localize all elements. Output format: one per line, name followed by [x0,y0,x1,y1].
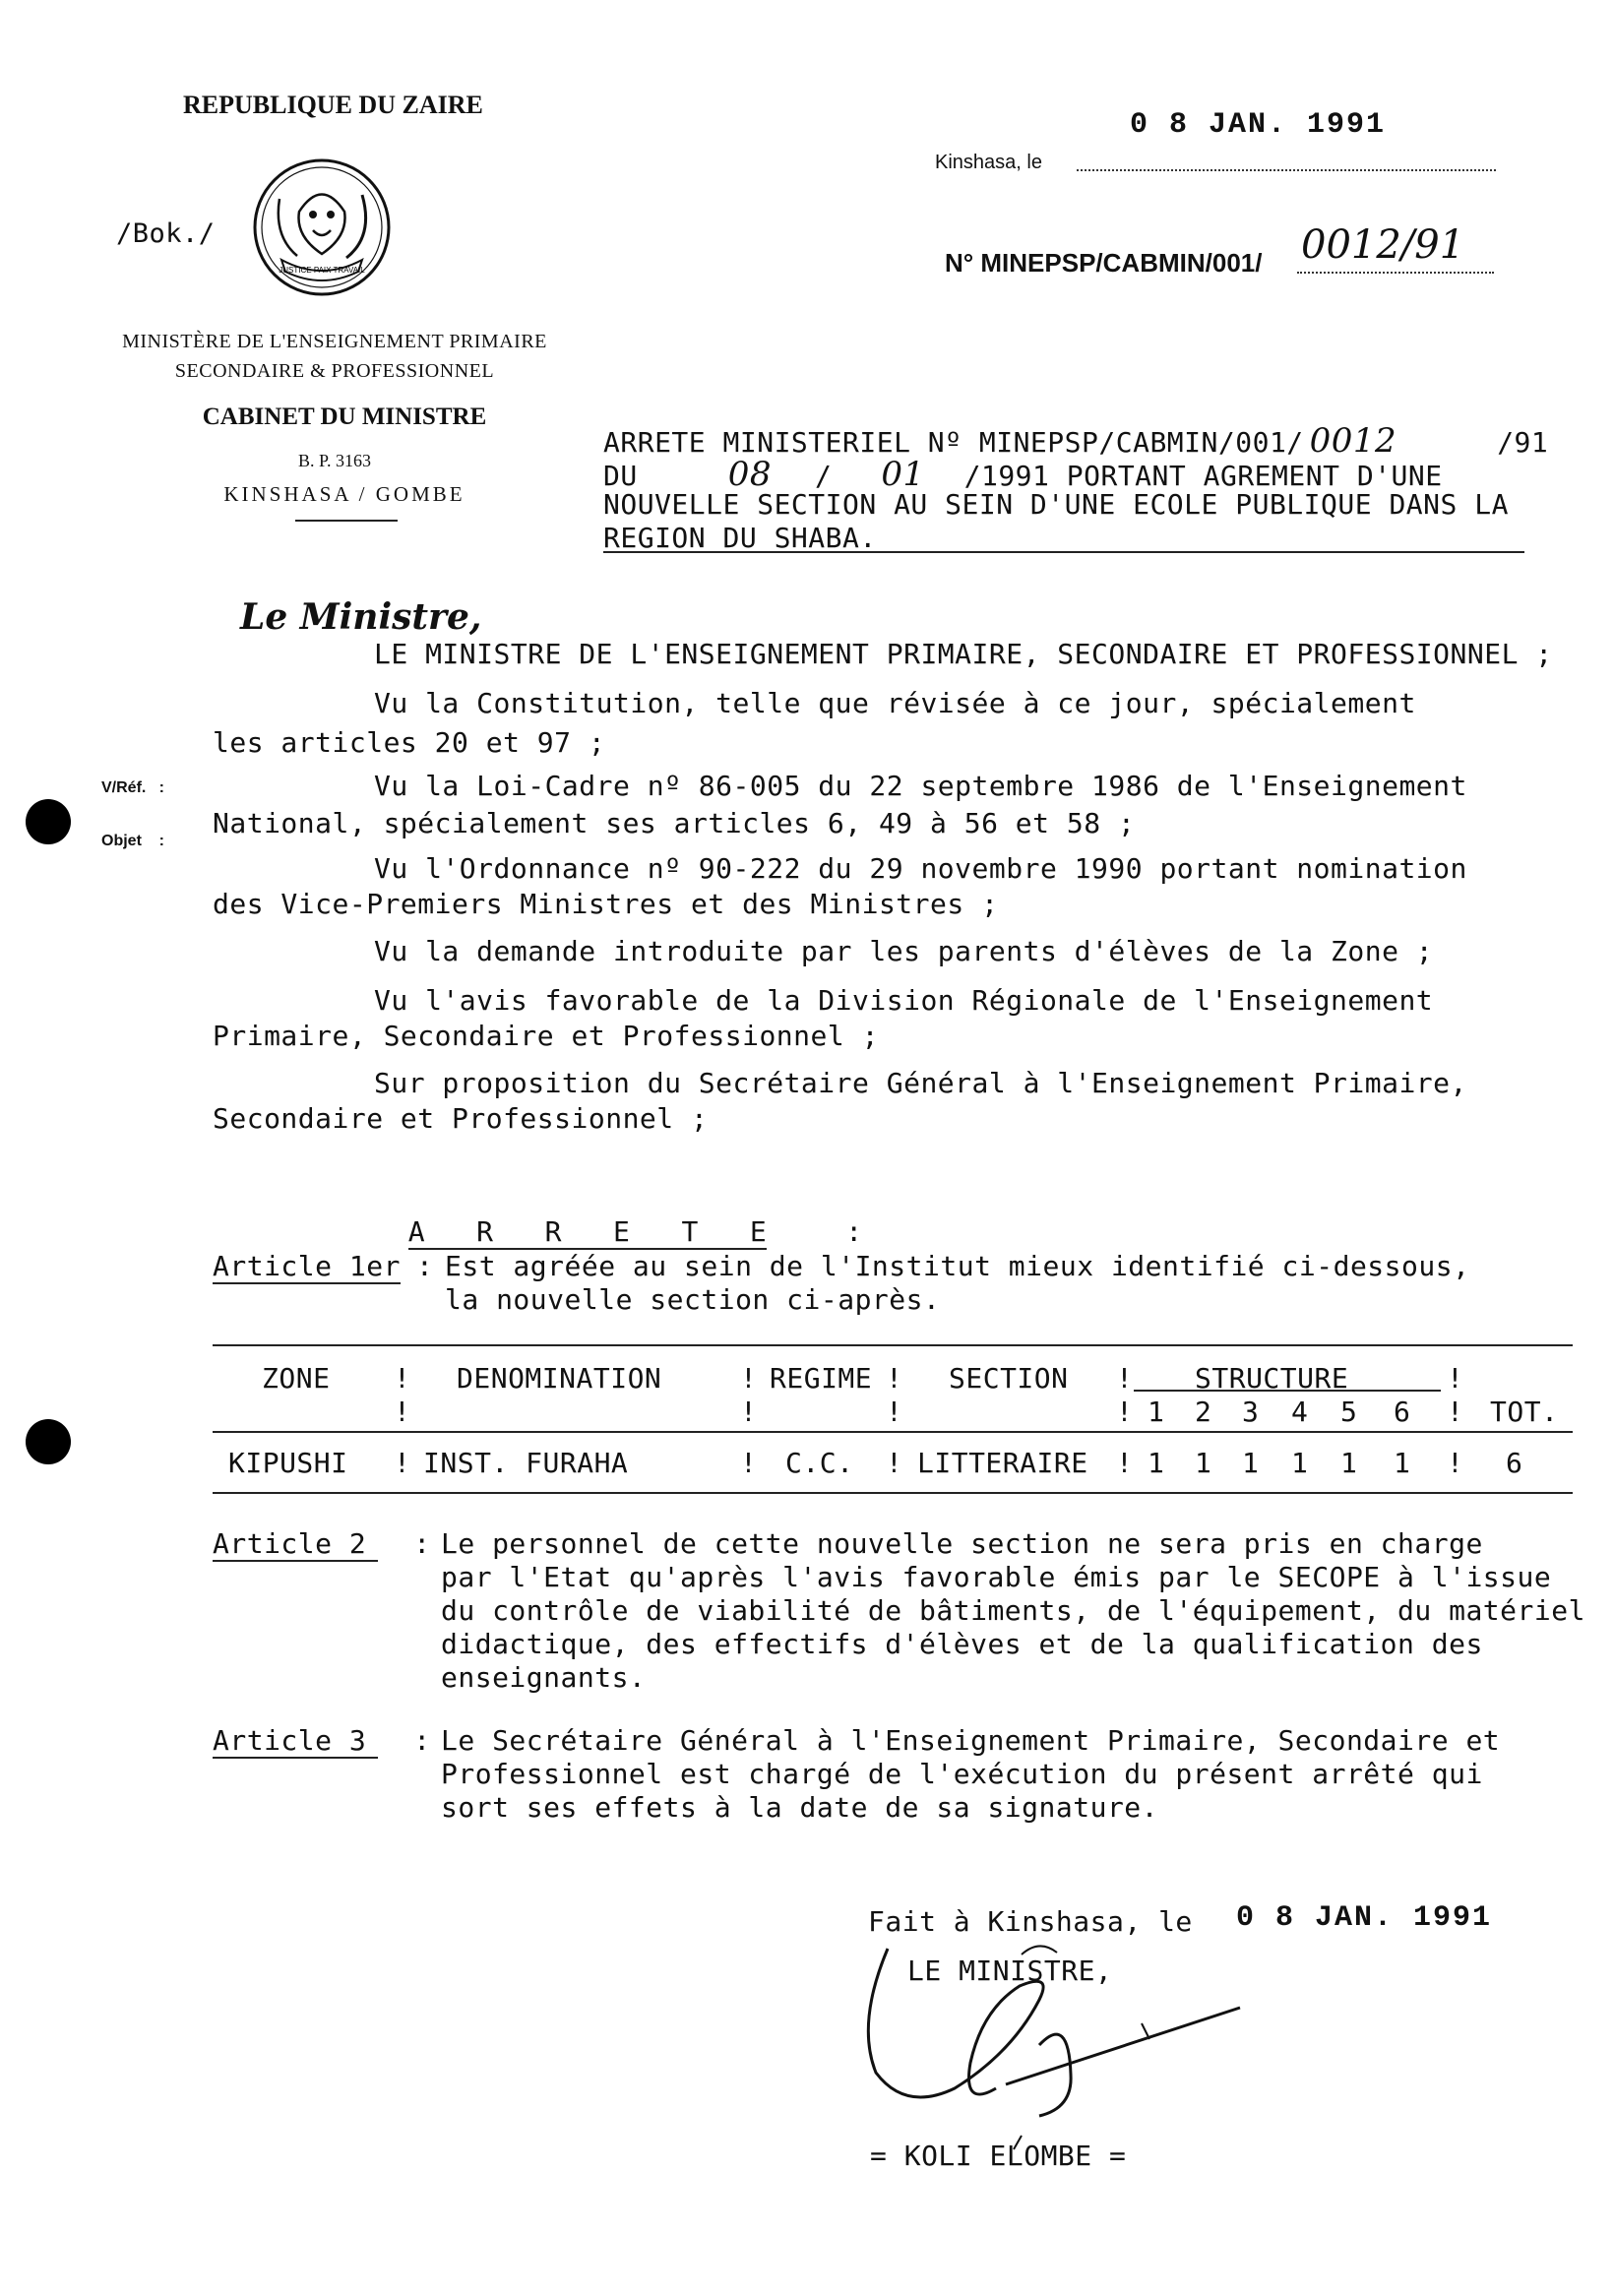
punch-hole-bottom [26,1419,71,1464]
structure-col-5: 5 [1340,1396,1358,1428]
table-header-denomination: DENOMINATION [457,1362,662,1395]
article-2-line-4: didactique, des effectifs d'élèves et de la qualification des [441,1628,1483,1660]
avis-favorable-line-2: Primaire, Secondaire et Professionnel ; [213,1020,879,1052]
article-2-line-2: par l'Etat qu'après l'avis favorable émis par le SECOPE à l'issue [441,1561,1552,1593]
leopard-emblem-icon [252,157,392,297]
objet-label: Objet : [101,833,164,849]
table-row-bang: ! [1116,1447,1134,1479]
article-3-colon: : [413,1724,431,1757]
table-cell-zone: KIPUSHI [228,1447,348,1479]
table-header-bang: ! [1116,1362,1134,1395]
cabinet-title: CABINET DU MINISTRE [202,403,487,430]
table-header-tot: TOT. [1490,1396,1559,1428]
proposition-line-2: Secondaire et Professionnel ; [213,1102,709,1135]
arrete-day-handwritten: 08 [727,455,772,494]
ministry-line-1: MINISTÈRE DE L'ENSEIGNEMENT PRIMAIRE [122,331,547,352]
table-cell-section: LITTERAIRE [917,1447,1088,1479]
table-row-bang: ! [886,1447,903,1479]
constitution-line-1: Vu la Constitution, telle que révisée à ce jour, spécialement [374,687,1416,719]
arrete-title-line-4: REGION DU SHABA. [603,522,877,554]
arrete-du: DU [603,460,638,492]
demande-parents: Vu la demande introduite par les parents d'élèves de la Zone ; [374,935,1434,967]
table-cell-denomination: INST. FURAHA [423,1447,629,1479]
arrete-date-separator: / [814,460,833,492]
article-1-label: Article 1er [213,1250,401,1282]
table-cell-structure-2: 1 [1195,1447,1212,1479]
article-3-label: Article 3 [213,1724,378,1759]
avis-favorable-line-1: Vu l'avis favorable de la Division Régionale de l'Enseignement [374,984,1434,1017]
table-cell-structure-4: 1 [1291,1447,1309,1479]
article-3-line-2: Professionnel est chargé de l'exécution du présent arrêté qui [441,1758,1483,1790]
republic-title: REPUBLIQUE DU ZAIRE [183,91,483,119]
structure-col-6: 6 [1394,1396,1411,1428]
table-cell-structure-3: 1 [1242,1447,1260,1479]
table-header-bang: ! [394,1362,411,1395]
preamble-minister: LE MINISTRE DE L'ENSEIGNEMENT PRIMAIRE, SECONDAIRE ET PROFESSIONNEL ; [374,638,1553,670]
table-header-structure: STRUCTURE [1195,1362,1349,1395]
bok-reference: /Bok./ [116,218,216,249]
emblem-motto: JUSTICE PAIX TRAVAIL [279,266,365,275]
arrete-heading-colon: : [845,1215,863,1248]
structure-header-rule [1134,1390,1441,1392]
table-header-bang: ! [1447,1396,1464,1428]
table-cell-structure-6: 1 [1394,1447,1411,1479]
table-header-bang: ! [886,1396,903,1428]
vref-label: V/Réf. : [101,779,165,796]
table-header-regime: REGIME [770,1362,873,1395]
date-stamp-header: 0 8 JAN. 1991 [1130,108,1387,142]
punch-hole-top [26,799,71,844]
reference-number-handwritten: 0012/91 [1301,222,1465,268]
article-2-label: Article 2 [213,1527,378,1562]
table-cell-regime: C.C. [785,1447,854,1479]
table-header-bang: ! [1116,1396,1134,1428]
table-header-section: SECTION [949,1362,1069,1395]
title-underline [603,551,1524,553]
kinshasa-date-label: Kinshasa, le [935,152,1042,173]
date-stamp-signature: 0 8 JAN. 1991 [1236,1901,1493,1935]
arrete-month-handwritten: 01 [881,455,925,494]
proposition-line-1: Sur proposition du Secrétaire Général à l'Enseignement Primaire, [374,1067,1467,1099]
table-cell-structure-1: 1 [1148,1447,1165,1479]
table-row-bang: ! [394,1447,411,1479]
article-3-line-1: Le Secrétaire Général à l'Enseignement Primaire, Secondaire et [441,1724,1501,1757]
table-row-bang: ! [740,1447,758,1479]
table-header-bang: ! [740,1396,758,1428]
city-address: KINSHASA / GOMBE [223,482,466,506]
structure-col-2: 2 [1195,1396,1212,1428]
table-row-bang: ! [1447,1447,1464,1479]
structure-col-4: 4 [1291,1396,1309,1428]
article-2-line-1: Le personnel de cette nouvelle section ne sera pris en charge [441,1527,1483,1560]
article-1-colon: : [415,1250,434,1282]
ministry-line-2: SECONDAIRE & PROFESSIONNEL [174,360,495,382]
table-top-rule [213,1344,1573,1346]
article-2 [213,1527,431,1560]
le-ministre-handwritten: Le Ministre, [240,596,482,638]
structure-col-3: 3 [1242,1396,1260,1428]
article-3-line-3: sort ses effets à la date de sa signature. [441,1791,1159,1824]
address-divider [295,520,398,522]
table-header-bang: ! [394,1396,411,1428]
article-3 [213,1724,431,1757]
article-1 [213,1250,433,1282]
arrete-title-prefix: ARRETE MINISTERIEL Nº MINEPSP/CABMIN/001/ [603,426,1304,459]
arrete-title-line-3: NOUVELLE SECTION AU SEIN D'UNE ECOLE PUBLIQUE DANS LA [603,488,1509,521]
signature-title: LE MINISTRE, [907,1955,1113,1987]
ordonnance-line-2: des Vice-Premiers Ministres et des Ministres ; [213,888,999,920]
article-1-line-1: Est agréée au sein de l'Institut mieux identifié ci-dessous, [445,1250,1470,1282]
signatory-name: = KOLI ELOMBE = [870,2140,1127,2172]
fait-a-kinshasa: Fait à Kinshasa, le [868,1905,1193,1938]
table-header-bang: ! [740,1362,758,1395]
article-1-line-2: la nouvelle section ci-après. [445,1283,941,1316]
table-header-bang: ! [886,1362,903,1395]
table-header-rule [213,1431,1573,1433]
date-dotted-line [1077,169,1496,171]
table-cell-structure-5: 1 [1340,1447,1358,1479]
table-header-zone: ZONE [262,1362,331,1395]
arrete-heading [374,1183,863,1248]
loi-cadre-line-1: Vu la Loi-Cadre nº 86-005 du 22 septembre 1986 de l'Enseignement [374,770,1467,802]
article-2-line-5: enseignants. [441,1661,647,1694]
article-2-line-3: du contrôle de viabilité de bâtiments, de l'équipement, du matériel [441,1594,1585,1627]
loi-cadre-line-2: National, spécialement ses articles 6, 49 à 56 et 58 ; [213,807,1136,839]
minister-signature [846,1915,1260,2151]
table-header-bang: ! [1447,1362,1464,1395]
arrete-title-year: /91 [1497,426,1549,459]
postal-box: B. P. 3163 [297,451,372,470]
table-bottom-rule [213,1492,1573,1494]
reference-number-label: N° MINEPSP/CABMIN/001/ [945,248,1263,278]
structure-col-1: 1 [1148,1396,1165,1428]
arrete-number-handwritten: 0012 [1309,421,1397,461]
arrete-title-subject: /1991 PORTANT AGREMENT D'UNE [963,460,1443,492]
number-dotted-line [1297,272,1494,274]
constitution-line-2: les articles 20 et 97 ; [213,726,606,759]
arrete-heading-text: A R R E T E [407,1215,768,1248]
ordonnance-line-1: Vu l'Ordonnance nº 90-222 du 29 novembre 1990 portant nomination [374,852,1467,885]
table-cell-tot: 6 [1506,1447,1523,1479]
article-2-colon: : [413,1527,431,1560]
